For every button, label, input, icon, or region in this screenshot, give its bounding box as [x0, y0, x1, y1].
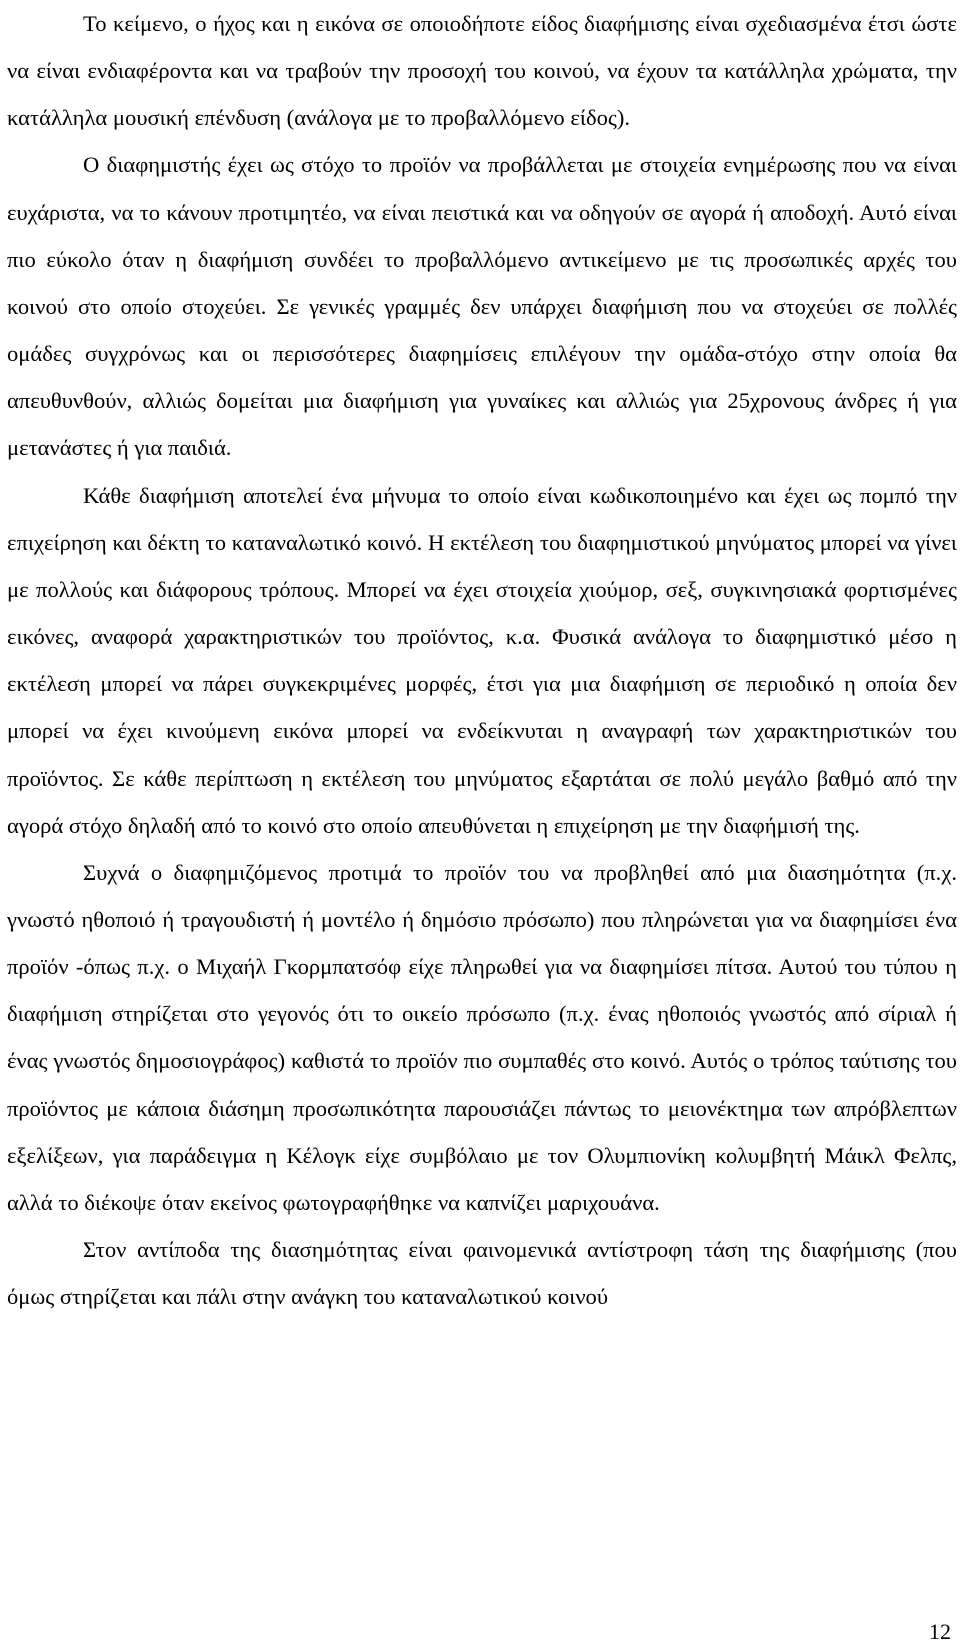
page-number: 12	[929, 1619, 951, 1644]
paragraph-3: Κάθε διαφήμιση αποτελεί ένα μήνυμα το οποίο είναι κωδικοποιημένο και έχει ως πομπό την επιχείρηση και δέκτη το καταναλωτικό κοινό. Η εκτέλεση του διαφημιστικού μηνύματος μπορεί να γίνει με πολλούς και διάφορους τρόπους. Μπορεί να έχει στοιχεία χιούμορ, σεξ, συγκινησιακά φορτισμένες εικόνες, αναφορά χαρακτηριστικών του προϊόντος, κ.α. Φυσικά ανάλογα το διαφημιστικό μέσο η εκτέλεση μπορεί να πάρει συγκεκριμένες μορφές, έτσι για μια διαφήμιση σε περιοδικό η οποία δεν μπορεί να έχει κινούμενη εικόνα μπορεί να ενδείκνυται η αναγραφή των χαρακτηριστικών του προϊόντος. Σε κάθε περίπτωση η εκτέλεση του μηνύματος εξαρτάται σε πολύ μεγάλο βαθμό από την αγορά στόχο δηλαδή από το κοινό στο οποίο απευθύνεται η επιχείρηση με την διαφήμισή της.	[7, 482, 957, 838]
paragraph-2: Ο διαφημιστής έχει ως στόχο το προϊόν να προβάλλεται με στοιχεία ενημέρωσης που να είναι ευχάριστα, να το κάνουν προτιμητέο, να είναι πειστικά και να οδηγούν σε αγορά ή αποδοχή. Αυτό είναι πιο εύκολο όταν η διαφήμιση συνδέει το προβαλλόμενο αντικείμενο με τις προσωπικές αρχές του κοινού στο οποίο στοχεύει. Σε γενικές γραμμές δεν υπάρχει διαφήμιση που να στοχεύει σε πολλές ομάδες συγχρόνως και οι περισσότερες διαφημίσεις επιλέγουν την ομάδα-στόχο στην οποία θα απευθυνθούν, αλλιώς δομείται μια διαφήμιση για γυναίκες και αλλιώς για 25χρονους άνδρες ή για μετανάστες ή για παιδιά.	[7, 152, 957, 461]
body-text	[7, 0, 957, 1320]
paragraph-4: Συχνά ο διαφημιζόμενος προτιμά το προϊόν του να προβληθεί από μια διασημότητα (π.χ. γνωστό ηθοποιό ή τραγουδιστή ή μοντέλο ή δημόσιο πρόσωπο) που πληρώνεται για να διαφημίσει ένα προϊόν -όπως π.χ. ο Μιχαήλ Γκορμπατσόφ είχε πληρωθεί για να διαφημίσει πίτσα. Αυτού του τύπου η διαφήμιση στηρίζεται στο γεγονός ότι το οικείο πρόσωπο (π.χ. ένας ηθοποιός γνωστός από σίριαλ ή ένας γνωστός δημοσιογράφος) καθιστά το προϊόν πιο συμπαθές στο κοινό. Αυτός ο τρόπος ταύτισης του προϊόντος με κάποια διάσημη προσωπικότητα παρουσιάζει πάντως το μειονέκτημα των απρόβλεπτων εξελίξεων, για παράδειγμα η Κέλογκ είχε συμβόλαιο με τον Ολυμπιονίκη κολυμβητή Μάικλ Φελπς, αλλά το διέκοψε όταν εκείνος φωτογραφήθηκε να καπνίζει μαριχουάνα.	[7, 859, 957, 1215]
paragraph-5: Στον αντίποδα της διασημότητας είναι φαινομενικά αντίστροφη τάση της διαφήμισης (που όμως στηρίζεται και πάλι στην ανάγκη του καταναλωτικού κοινού	[7, 1237, 957, 1310]
paragraph-1: Το κείμενο, ο ήχος και η εικόνα σε οποιοδήποτε είδος διαφήμισης είναι σχεδιασμένα έτσι ώστε να είναι ενδιαφέροντα και να τραβούν την προσοχή του κοινού, να έχουν τα κατάλληλα χρώματα, την κατάλληλα μουσική επένδυση (ανάλογα με το προβαλλόμενο είδος).	[7, 11, 957, 131]
